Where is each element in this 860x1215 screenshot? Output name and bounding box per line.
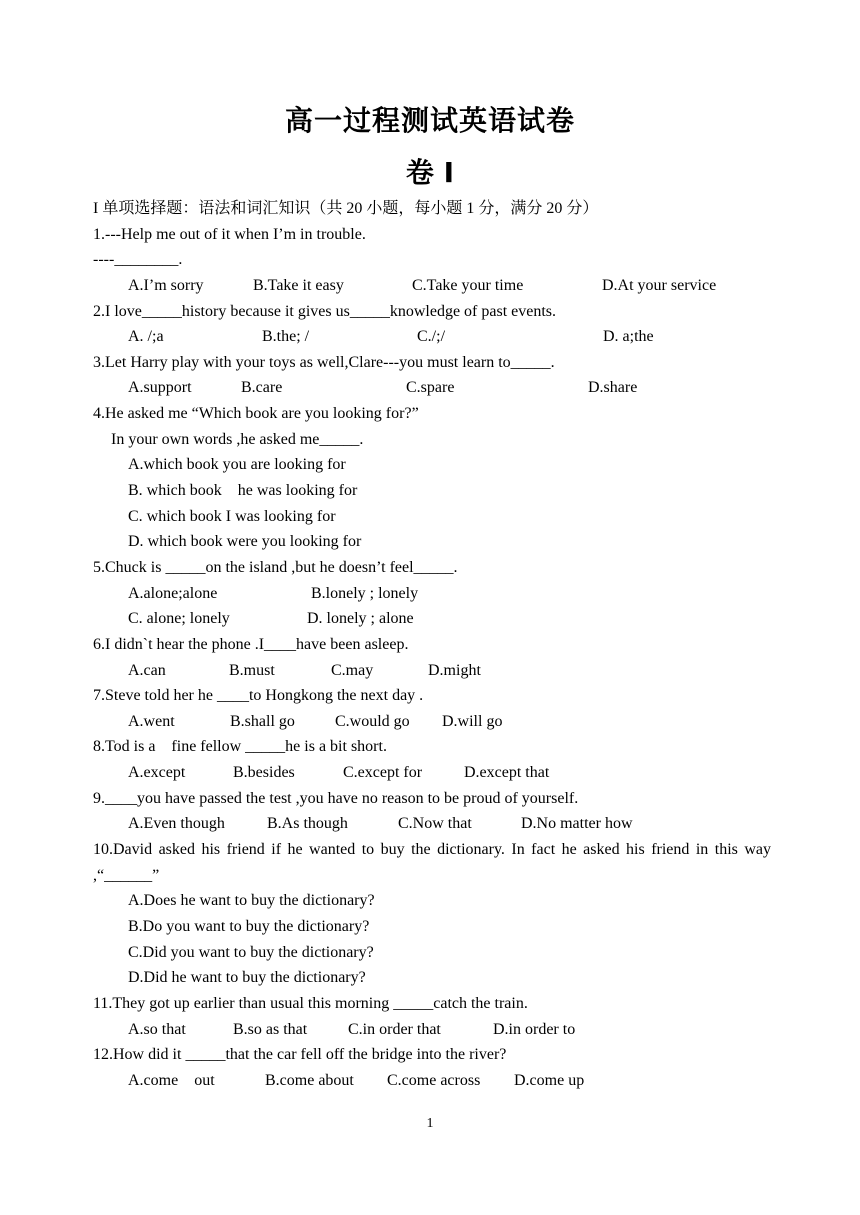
option: B.care xyxy=(241,379,283,397)
option: D.At your service xyxy=(602,276,717,294)
option: D. a;the xyxy=(603,328,654,346)
question-1-stem: 1.---Help me out of it when I’m in trouble. xyxy=(93,225,366,243)
option: C./;/ xyxy=(417,328,446,346)
option: A.Even though xyxy=(128,815,225,833)
option: C.spare xyxy=(406,379,455,397)
option: D. which book were you looking for xyxy=(128,533,362,551)
question-3-stem: 3.Let Harry play with your toys as well,Clare---you must learn to_____. xyxy=(93,353,555,371)
question-7-stem: 7.Steve told her he ____to Hongkong the next day . xyxy=(93,687,424,705)
option: B.lonely ; lonely xyxy=(311,584,419,602)
question-5-options xyxy=(93,581,771,607)
question-2-options xyxy=(93,324,771,350)
question-4-stem-2: In your own words ,he asked me_____. xyxy=(111,430,364,448)
option: D.except that xyxy=(464,764,550,782)
option: B.besides xyxy=(233,764,295,782)
option: D.share xyxy=(588,379,638,397)
option: D.Did he want to buy the dictionary? xyxy=(128,969,366,987)
question-3-options xyxy=(93,375,771,401)
question-6-options xyxy=(93,658,771,684)
option: B.must xyxy=(229,661,275,679)
option: A.come out xyxy=(128,1071,215,1089)
question-6-stem: 6.I didn`t hear the phone .I____have been asleep. xyxy=(93,635,409,653)
option: A.went xyxy=(128,712,175,730)
option: B.As though xyxy=(267,815,348,833)
option: C.except for xyxy=(343,764,423,782)
option: D. lonely ; alone xyxy=(307,610,414,628)
option: B. which book he was looking for xyxy=(128,482,358,500)
option: C.come across xyxy=(387,1071,481,1089)
option: C. alone; lonely xyxy=(128,610,230,628)
option: A.alone;alone xyxy=(128,584,218,602)
question-11-stem: 11.They got up earlier than usual this morning _____catch the train. xyxy=(93,994,528,1012)
option: A.Does he want to buy the dictionary? xyxy=(128,892,375,910)
option: D.in order to xyxy=(493,1020,576,1038)
option: C.in order that xyxy=(348,1020,441,1038)
page-number: 1 xyxy=(426,1116,434,1131)
option: C.Take your time xyxy=(412,276,524,294)
option: D.come up xyxy=(514,1071,585,1089)
option: D.will go xyxy=(442,712,503,730)
question-1-options xyxy=(93,273,771,299)
option: B.come about xyxy=(265,1071,354,1089)
page-subtitle: 卷 I xyxy=(405,156,455,189)
question-8-options xyxy=(93,760,771,786)
option: C.may xyxy=(331,661,374,679)
option: B.Do you want to buy the dictionary? xyxy=(128,917,370,935)
section-heading: I 单项选择题：语法和词汇知识（共 20 小题，每小题 1 分，满分 20 分） xyxy=(93,200,599,217)
question-8-stem: 8.Tod is a fine fellow _____he is a bit short. xyxy=(93,738,387,756)
option: C.Did you want to buy the dictionary? xyxy=(128,943,374,961)
option: B.so as that xyxy=(233,1020,308,1038)
option: B.Take it easy xyxy=(253,276,344,294)
question-12-stem: 12.How did it _____that the car fell off the bridge into the river? xyxy=(93,1046,507,1064)
option: A.support xyxy=(128,379,192,397)
option: C. which book I was looking for xyxy=(128,507,336,525)
exam-content xyxy=(93,196,771,1093)
page-title: 高一过程测试英语试卷 xyxy=(284,104,575,137)
question-5-stem: 5.Chuck is _____on the island ,but he doesn’t feel_____. xyxy=(93,558,458,576)
option: C.Now that xyxy=(398,815,472,833)
option: B.shall go xyxy=(230,712,295,730)
option: B.the; / xyxy=(262,328,310,346)
question-5-options-2 xyxy=(93,606,771,632)
question-11-options xyxy=(93,1017,771,1043)
option: D.No matter how xyxy=(521,815,633,833)
question-9-stem: 9.____you have passed the test ,you have no reason to be proud of yourself. xyxy=(93,789,579,807)
option: C.would go xyxy=(335,712,410,730)
option: A.so that xyxy=(128,1020,186,1038)
question-1-stem-2: ----________. xyxy=(93,251,183,269)
option: A.except xyxy=(128,764,186,782)
question-12-options xyxy=(93,1068,771,1094)
question-9-options xyxy=(93,811,771,837)
question-10-stem: 10.David asked his friend if he wanted to buy the dictionary. In fact he asked his friend in this way ,“______” xyxy=(93,841,771,884)
question-4-stem: 4.He asked me “Which book are you looking for?” xyxy=(93,405,419,423)
question-2-stem: 2.I love_____history because it gives us_____knowledge of past events. xyxy=(93,302,557,320)
option: D.might xyxy=(428,661,481,679)
question-7-options xyxy=(93,709,771,735)
option: A.can xyxy=(128,661,166,679)
option: A. /;a xyxy=(128,328,164,346)
option: A.I’m sorry xyxy=(128,276,204,294)
option: A.which book you are looking for xyxy=(128,456,346,474)
